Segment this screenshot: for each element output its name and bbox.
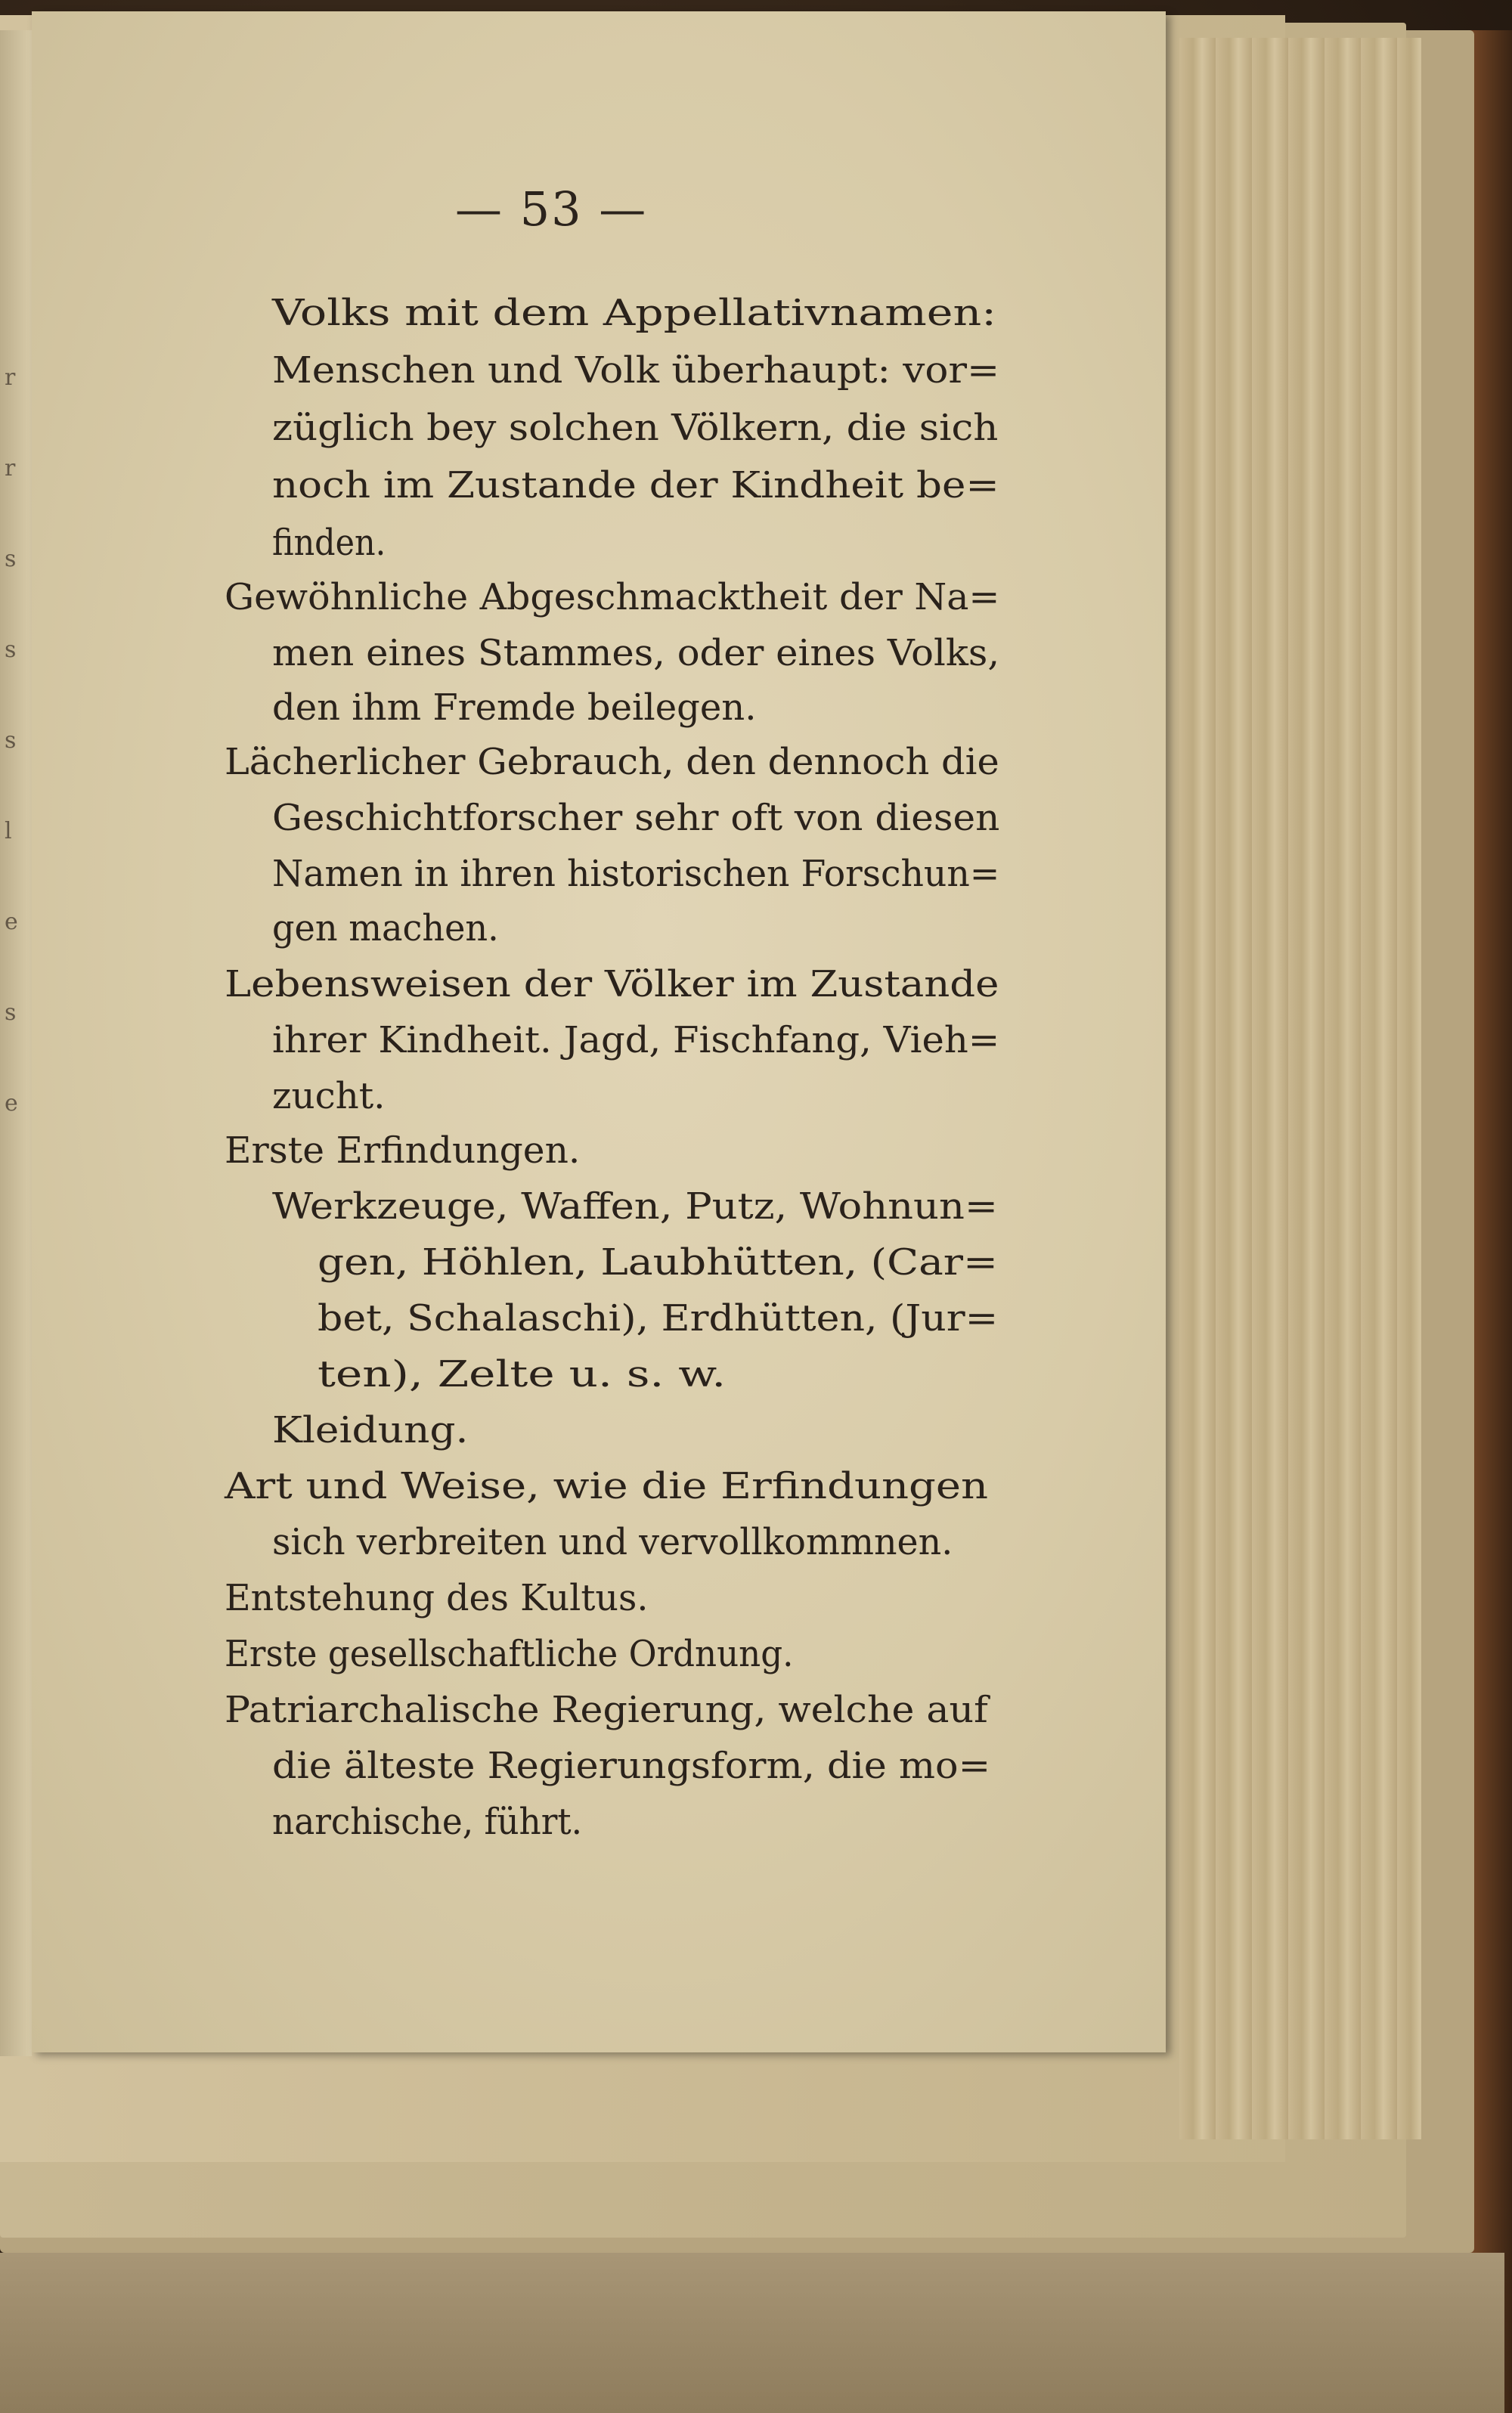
facing-page-char: s [5, 546, 17, 572]
text-line: ihrer Kindheit. Jagd, Fischfang, Vieh= [272, 1019, 1000, 1061]
text-line: Werkzeuge, Waffen, Putz, Wohnun= [272, 1185, 998, 1228]
text-line: sich verbreiten und vervollkommnen. [272, 1521, 953, 1563]
facing-page-char: e [5, 1090, 18, 1117]
page-text [32, 11, 1166, 2052]
text-line: die älteste Regierungsform, die mo= [272, 1745, 991, 1787]
facing-page-text-fragments [5, 333, 27, 1391]
text-line: men eines Stammes, oder eines Volks, [272, 632, 1000, 674]
facing-page-char: s [5, 727, 17, 754]
text-line: züglich bey solchen Völkern, die sich [272, 407, 999, 449]
text-line: bet, Schalaschi), Erdhütten, (Jur= [318, 1297, 999, 1340]
facing-page-char: s [5, 637, 17, 663]
text-line: Volks mit dem Appellativnamen: [272, 292, 996, 334]
text-line: gen, Höhlen, Laubhütten, (Car= [318, 1241, 999, 1284]
text-line: noch im Zustande der Kindheit be= [272, 464, 999, 506]
text-line: Menschen und Volk überhaupt: vor= [272, 349, 1000, 392]
text-line: Entstehung des Kultus. [225, 1577, 649, 1619]
facing-page-char: e [5, 909, 18, 935]
text-line: zucht. [272, 1075, 386, 1117]
text-line: gen machen. [272, 907, 499, 949]
text-line: finden. [272, 522, 386, 564]
text-line: den ihm Fremde beilegen. [272, 686, 757, 729]
facing-page-char: s [5, 999, 17, 1026]
back-cover-board [0, 2253, 1504, 2413]
text-line: Patriarchalische Regierung, welche auf [225, 1689, 988, 1731]
text-line: Geschichtforscher sehr oft von diesen [272, 797, 1000, 839]
text-line: ten), Zelte u. s. w. [318, 1353, 727, 1395]
text-line: Lebensweisen der Völker im Zustande [225, 963, 999, 1005]
text-line: narchische, führt. [272, 1801, 583, 1843]
text-line: Erste gesellschaftliche Ordnung. [225, 1633, 794, 1675]
facing-page-char: r [5, 364, 16, 391]
deckle-page-edges [1179, 38, 1421, 2139]
facing-page-sliver [0, 30, 32, 2056]
text-line: Namen in ihren historischen Forschun= [272, 853, 1000, 895]
page-number: — 53 — [455, 181, 648, 237]
text-line: Erste Erfindungen. [225, 1129, 581, 1172]
text-line: Lächerlicher Gebrauch, den dennoch die [225, 741, 999, 783]
book-page [32, 11, 1166, 2052]
text-line: Kleidung. [272, 1409, 469, 1451]
text-line: Gewöhnliche Abgeschmacktheit der Na= [225, 576, 1000, 618]
facing-page-char: r [5, 455, 16, 482]
facing-page-char: l [5, 818, 12, 844]
text-line: Art und Weise, wie die Erfindungen [225, 1465, 989, 1507]
